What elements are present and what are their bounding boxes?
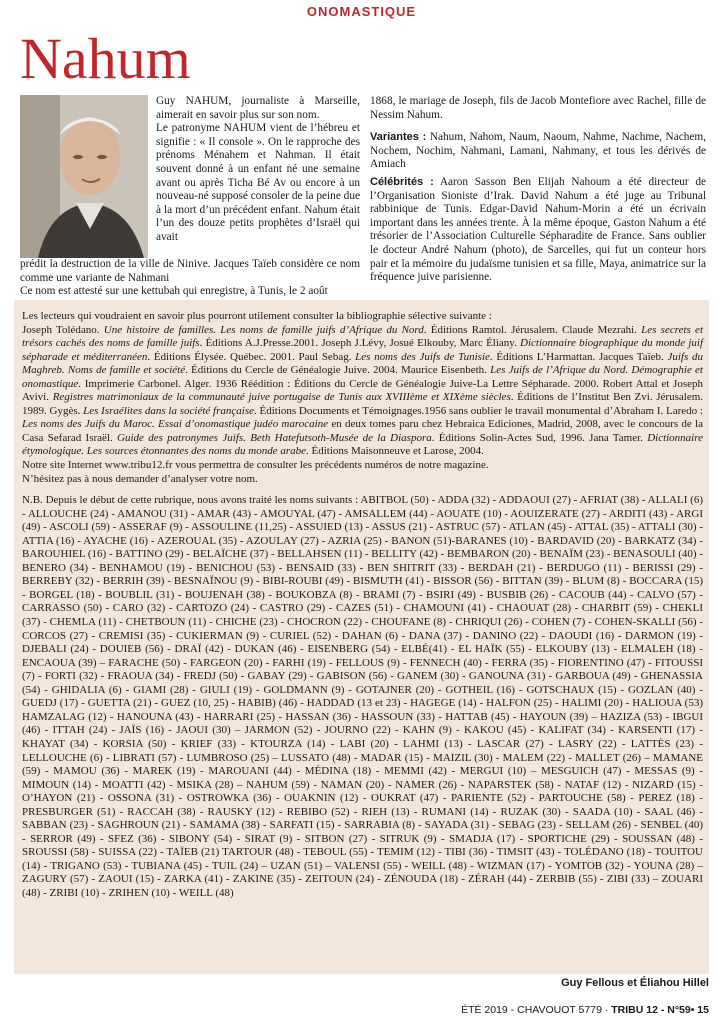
invite-note: N’hésitez pas à nous demander d’analyser votre nom.	[22, 472, 258, 485]
bibliography-segment: . Éditions Solin-Actes Sud, 1996. Jana Tamer.	[431, 431, 648, 444]
footer-magazine: TRIBU 12 - N°59• 15	[611, 1004, 709, 1016]
bibliography-intro: Les lecteurs qui voudraient en savoir plus pourront utilement consulter la bibliographie sélective suivante :	[22, 310, 492, 322]
bibliography-segment: . Éditions du Cercle de Généalogie Juive. 2004. Maurice Eisenbeth.	[185, 364, 491, 377]
section-label: ONOMASTIQUE	[306, 4, 417, 19]
bibliography-title: Les secrets et trésors cachés des noms de famille juifs	[22, 323, 703, 350]
bibliography-title: Les noms des Juifs de Tunisie	[355, 350, 490, 363]
variantes-paragraph	[370, 131, 706, 172]
bibliography-box	[14, 300, 709, 974]
article-title: Nahum	[20, 26, 191, 91]
footer-issue-date: ÉTÉ 2019 - CHAVOUOT 5779 ·	[461, 1004, 612, 1016]
intro-continuation	[20, 258, 360, 299]
celebrites-paragraph	[370, 176, 706, 285]
bibliography-title: Les Juifs de l’Afrique du Nord. Démographie et onomastique	[22, 364, 703, 390]
bibliography-segment: . Éditions de l’Institut Ben Zvi. Jérusalem. 1989. Gygès.	[22, 391, 704, 417]
bibliography-title: Guide des patronymes Juifs. Beth Hatefutsoth-Musée de la Diaspora	[117, 431, 432, 444]
treated-names-list: N.B. Depuis le début de cette rubrique, nous avons traité les noms suivants : ABITBOL (50) - ADDA (32) - ADDAOUI (27) - AFRIAT (38) - ALLALI (6) - ALLOUCHE (24) - AMANOU (31) - AMAR (43) - AMOUYAL (47) - AMSALLEM (44) - AOUATE (10) - AOUIZERATE (27) - ARDITI (43) - ARGI (49) - ASCOLI (59) - ASSERAF (9) - ASSOULINE (11,25) - ASSUIED (13) - ASSUS (21) - ASTRUC (57) - ATLAN (45) - ATTAL (35) - ATTALI (30) - ATTIA (16) - AYACHE (16) - AZEROUAL (35) - AZOULAY (27) - AZRIA (25) - BANON (51)-BARANES (10) - BARDAVID (20) - BARKATZ (34) - BAROUHIEL (16) - BATTINO (29) - BELAÏCHE (37) - BELLAHSEN (11) - BELLITY (42) - BEMBARON (20) - BENAÏM (23) - BENASOULI (40) - BENERO (34) - BENHAMOU (19) - BENICHOU (53) - BENSAID (33) - BEN SHITRIT (33) - BERDAH (21) - BERDUGO (11) - BERISSI (29) - BERREBY (32) - BERRIH (39) - BESNAÏNOU (9) - BIBI-ROUBI (49) - BISMUTH (41) - BISSOR (56) - BITTAN (39) - BLUM (8) - BOCCARA (15) - BORGEL (18) - BOUBLIL (31) - BOUJENAH (38) - BOUKOBZA (8) - BRAMI (7) - BSIRI (49) - BUSBIB (26) - CACOUB (44) - CALVO (57) - CARRASSO (50) - CARO (32) - CARTOZO (24) - CASTRO (29) - CAZES (51) - CHAMOUNI (41) - CHAOUAT (28) - CHARBIT (59) - CHEKLI (37) - CHEMLA (11) - CHETBOUN (11) - CHICHE (23) - CHOCRON (22) - CHOUFANE (8) - CHRIQUI (26) - COHEN (7) - COHEN-SKALLI (56) - CORCOS (27) - CREMISI (35) - CUKIERMAN (9) - CURIEL (52) - DAHAN (6) - DANA (37) - DANINO (22) - DAOUDI (16) - DARMON (19) - DJEBALI (24) - DOUIEB (56) - DRAÏ (42) - DUKAN (46) - EISENBERG (54) - ELBÉ(41) - EL HAÏK (55) - ELKOUBY (13) - ELMALEH (18) - ENCAOUA (39) – FARACHE (50) - FARGEON (20) - FARHI (19) - FELLOUS (9) - FENNECH (40) - FERRA (35) - FIORENTINO (47) - FITOUSSI (7) - FORTI (32) - FRAOUA (34) - FREDJ (50) - GABAY (29) - GABISON (56) - GANEM (30) - GANOUNA (31) - GARBOUA (49) - GHENASSIA (54) - GHIDALIA (6) - GIAMI (28) - GIULI (19) - GOLDMANN (9) - GOTAJNER (20) - GOTHEIL (16) - GOTSCHAUX (15) - GOZLAN (40) - GUEDJ (17) - GUETTA (21) - GUEZ (10, 25) - HABIB) (46) - HADDAD (13 et 23) - HAGEGE (14) - HALFON (25) - HALIMI (20) - HALIOUA (53) HAMZALAG (12) - HANOUNA (43) - HARRARI (25) - HASSAN (36) - HASSOUN (33) - HATTAB (45) - HAYOUN (39) – HAZIZA (53) - IBGUI (46) - ITTAH (24) - JAÏS (16) - JAOUI (30) – JARMON (52) - JOURNO (22) - KAHN (9) - KAKOU (45) - KALIFAT (34) - KARSENTI (17) - KHAYAT (34) - KORSIA (50) - KRIEF (33) - KTOURZA (14) - LABI (20) - LAHMI (13) - LASCAR (27) - LASRY (22) - LATTÈS (23) - LELLOUCHE (6) - LIBRATI (57) - LUMBROSO (25) – LUSSATO (48) - MADAR (15) - MAIZIL (30) - MALEM (22) - MALLET (26) – MAMANE (59) - MAMOU (36) - MAREK (19) - MAROUANI (44) - MÉDINA (18) - MEMMI (42) - MERGUI (10) – MESGUICH (47) - MESSAS (9) - MIMOUN (14) - MOATTI (42) - MSIKA (28) – NAHUM (59) - NAMAN (20) - NAMER (26) - NAPARSTEK (58) - NATAF (12) - NIZARD (15) - O’HAYON (21) - OSSONA (31) - OSTROWKA (36) - OUAKNIN (12) - OUKRAT (47) - PARIENTE (52) - PARTOUCHE (58) - PEREZ (18) - PRESBURGER (51) - RACCAH (38) - RAUSKY (12) - REBIBO (52) - RIEH (13) - RUMANI (14) - RUZAK (30) - SAADA (10) - SAAL (46) - SABBAN (23) - SAGHROUN (21) - SAMAMA (38) - SARFATI (15) - SARRABIA (8) - SAYADA (31) - SEBAG (23) - SELLAM (26) - SENBEL (40) - SERROR (49) - SFEZ (36) - SIBONY (54) - SIRAT (9) - SITBON (27) - SITRUK (9) - SMADJA (17) - SPORTICHE (29) - SOUSSAN (48) - SROUSSI (58) - SUISSA (22) - TAÏEB (21) TARTOUR (48) - TEBOUL (55) - TEMIM (12) - TIBI (36) - TIMSIT (43) - TOLÉDANO (18) - TOUITOU (14) - TRIGANO (53) - TUBIANA (45) - TUIL (24) – UZAN (51) – VALENSI (55) - WEILL (48) - WIZMAN (17) - YOMTOB (32) - YOUNA (28) – ZAGURY (57) - ZAOUI (15) - ZARKA (41) - ZAKINE (35) - ZEITOUN (24) - ZÉNOUDA (18) - ZÉRAH (44) - ZERBIB (55) - ZIBI (33) – ZOUARI (48) - ZRIBI (10) - ZRIHEN (10) - WEILL (48)	[22, 494, 703, 899]
bibliography-segment: . Imprimerie Carbonel. Alger. 1936 Réédition : Éditions du Cercle de Généalogie Juive-La Lettre Sépharade. 2000. Robert Attal et Joseph Avivi.	[22, 377, 703, 404]
bibliography-title: Les Israélites dans la société française	[83, 404, 254, 417]
bibliography-title: Dictionnaire étymologique. Les sources étonnantes des noms du monde arabe	[22, 431, 703, 458]
bibliography-text	[22, 324, 703, 459]
variantes-text: Nahum, Nahom, Naum, Naoum, Nahme, Nachme, Nachem, Nochem, Nochim, Nahmani, Lamani, Nahmany, et tous les dérivés de Amiach	[370, 131, 707, 171]
bibliography-segment: . Éditions L’Harmattan. Jacques Taïeb.	[489, 350, 668, 363]
bibliography-segment: . Éditions A.J.Presse.2001. Joseph J.Lévy, Josué Elkouby, Marc Éliany.	[199, 337, 521, 350]
variantes-label: Variantes :	[370, 131, 427, 144]
bibliography-title: Dictionnaire biographique du monde juif sépharade et méditerranéen	[22, 337, 704, 363]
celebrites-text: Aaron Sasson Ben Elijah Nahoum a été directeur de l’Organisation Sioniste d’Irak. David Nahum a été juge au Tribunal rabbinique de Tunis. Edgar-David Nahum-Morin a été un écrivain important dans les années trente. À la même époque, Gaston Nahum a été trésorier de l’Association Culturelle Sépharadite de France. Sans oublier le docteur André Nahum (photo), de Sarcelles, qui fut un conteur hors pair et la mémoire du judaïsme tunisien et sa fille, Maya, animatrice sur la fréquence juive parisienne.	[370, 175, 706, 284]
authors: Guy Fellous et Éliahou Hillel	[561, 977, 709, 989]
bibliography-segment: en deux tomes paru chez Hebraica Ediciones, Madrid, 2008, avec le concours de la Casa Sefarad Israël.	[22, 418, 703, 444]
portrait-photo	[20, 95, 148, 258]
right-text-column	[370, 95, 706, 294]
bibliography-segment: . Éditions Élysée. Québec. 2001. Paul Sebag.	[147, 350, 356, 363]
intro-paragraph: Le patronyme NAHUM vient de l’hébreu et signifie : « Il console ». On le rapproche des prénoms Ménahem et Nahman. Il était souvent donné à un enfant né une semaine avant ou après Ticha Bé Av ou encore à un nouveau-né supposé consoler de la peine due à la mort d’un précédent enfant. Nahum était l’un des douze petits prophètes d’Israël qui avait	[156, 122, 360, 243]
intro-line: Ce nom est attesté sur une kettubah qui enregistre, à Tunis, le 2 août	[20, 285, 328, 298]
page-footer	[461, 1004, 709, 1016]
bibliography-segment: . Éditions Documents et Témoignages.1956 sans oublier le travail monumental d’Abraham I. Laredo :	[253, 404, 703, 417]
intro-paragraph: Guy NAHUM, journaliste à Marseille, aimerait en savoir plus sur son nom.	[156, 95, 360, 121]
intro-text-column	[156, 95, 360, 245]
bibliography-title: Les noms des Juifs du Maroc. Essai d’onomastique judéo marocaine	[22, 418, 329, 431]
celebrites-label: Célébrités :	[370, 175, 434, 188]
intro-line: prédit la destruction de la ville de Ninive. Jacques Taïeb considère ce nom comme une variante de Nahmani	[20, 258, 360, 284]
bibliography-title: Registres matrimoniaux de la communauté juive portugaise de Tunis aux XVIIIème et XIXème siècles	[52, 391, 511, 404]
bibliography-segment: Joseph Tolédano.	[22, 323, 104, 336]
bibliography-title: Juifs du Maghreb. Noms de famille et société	[22, 350, 703, 377]
marriage-text: 1868, le mariage de Joseph, fils de Jacob Montefiore avec Rachel, fille de Nessim Nahum.	[370, 95, 706, 121]
bibliography-segment: . Éditions Ramtol. Jérusalem. Claude Mezrahi.	[423, 323, 642, 336]
bibliography-segment: . Éditions Maisonneuve et Larose, 2004.	[306, 445, 484, 458]
website-note: Notre site Internet www.tribu12.fr vous permettra de consulter les précédents numéros de notre magazine.	[22, 459, 489, 472]
bibliography-title: Une histoire de familles. Les noms de famille juifs d’Afrique du Nord	[103, 323, 424, 336]
